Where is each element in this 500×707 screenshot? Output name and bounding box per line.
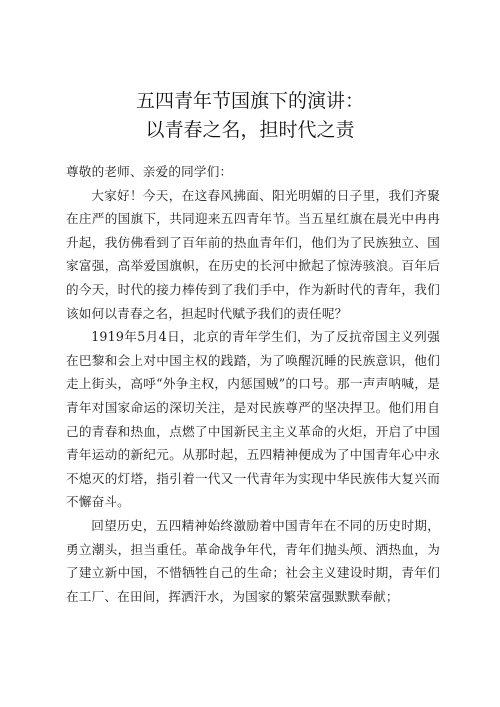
title-line-1: 五四青年节国旗下的演讲： [135,90,364,112]
salutation: 尊敬的老师、亲爱的同学们： [66,164,233,179]
paragraph-2: 1919年5月4日，北京的青年学生们，为了反抗帝国主义列强在巴黎和会上对中国主权的践踏，为了唤醒沉睡的民族意识，他们走上街头，高呼“外争主权，内惩国贼”的口号。那一声声呐喊，是青年对国家命运的深切关注，是对民族尊严的坚决捍卫。他们用自己的青春和热血，点燃了中国新民主主义革命的火炬，开启了中国青年运动的新纪元。从那时起，五四精神便成为了中国青年心中永不熄灭的灯塔，指引着一代又一代青年为实现中华民族伟大复兴而不懈奋斗。 [66,329,440,510]
speech-body [66,160,440,608]
paragraph-1: 大家好！今天，在这春风拂面、阳光明媚的日子里，我们齐聚在庄严的国旗下，共同迎来五四青年节。当五星红旗在晨光中冉冉升起，我仿佛看到了百年前的热血青年们，他们为了民族独立、国家富强，高举爱国旗帜，在历史的长河中掀起了惊涛骇浪。百年后的今天，时代的接力棒传到了我们手中，作为新时代的青年，我们该如何以青春之名，担起时代赋予我们的责任呢？ [66,187,440,321]
title-line-2: 以青春之名，担时代之责 [145,119,355,141]
paragraph-3: 回望历史，五四精神始终激励着中国青年在不同的历史时期，勇立潮头，担当重任。革命战争年代，青年们抛头颅、洒热血，为了建立新中国，不惜牺牲自己的生命；社会主义建设时期，青年们在工厂、在田间，挥洒汗水，为国家的繁荣富强默默奉献； [66,517,440,604]
